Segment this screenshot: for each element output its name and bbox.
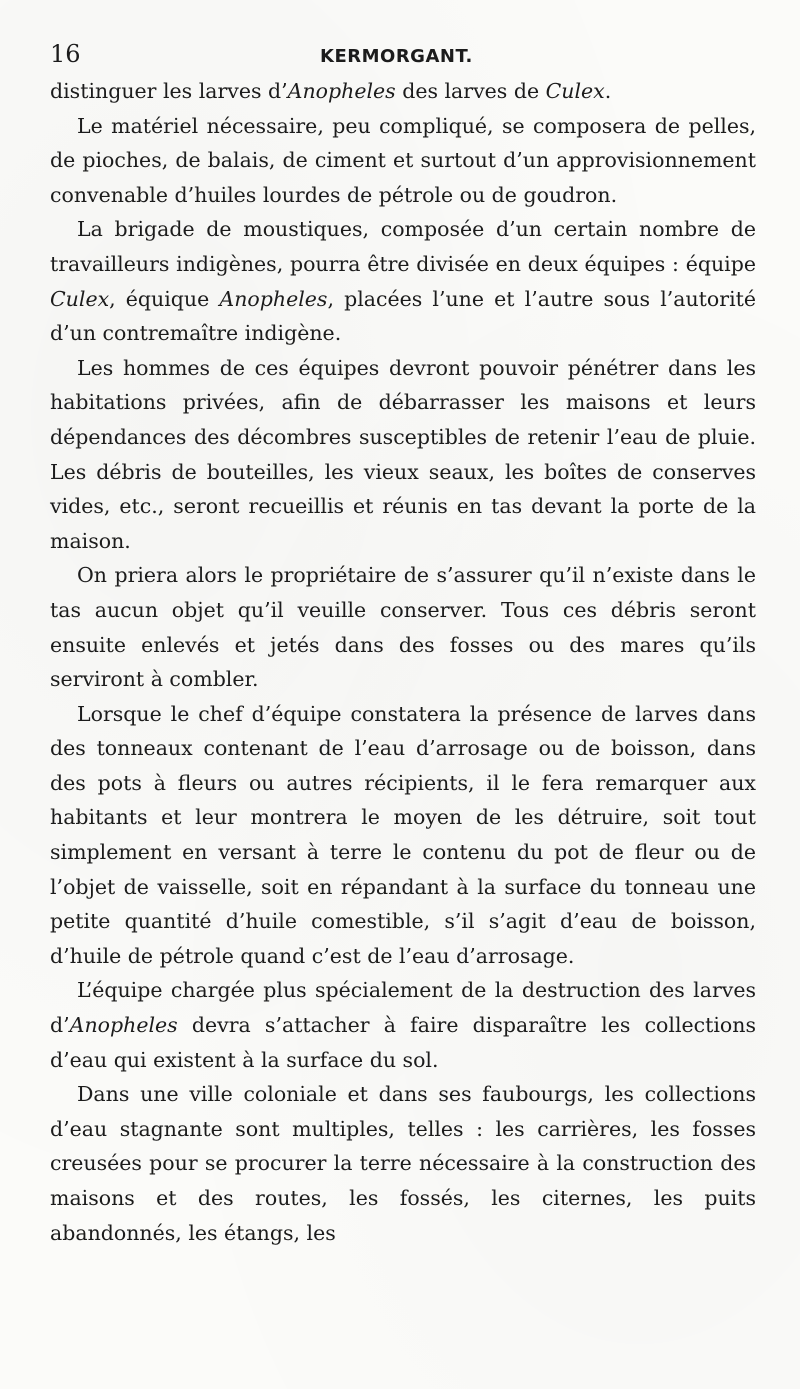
paragraph-text: . [604,79,612,103]
paragraph-text: Les hommes de ces équipes devront pouvoir pénétrer dans les habitations privées, afin de débarrasser les maisons et leurs dépendances des décombres susceptibles de retenir l’eau de pluie. Les débris de bouteilles, les vieux seaux, les boîtes de conserves vides, etc., seront recueillis et réunis en tas devant la porte de la maison. [50,355,756,553]
paragraph [50,697,756,974]
paragraph [50,212,756,350]
paragraph [50,973,756,1077]
italic-term: Culex [545,79,605,103]
italic-term: Culex [50,286,110,311]
running-head: KERMORGANT. [320,46,473,67]
paragraph-text: , équique [109,286,220,311]
paragraph-text: Dans une ville coloniale et dans ses faubourgs, les collections d’eau stagnante sont multiples, telles : les carrières, les fosses creusées pour se procurer la terre nécessaire à la construction des maisons et des routes, les fossés, les citernes, les puits abandonnés, les étangs, les [50,1082,756,1245]
paragraph-text: distinguer les larves d’ [50,79,288,103]
paragraph-text: On priera alors le propriétaire de s’assurer qu’il n’existe dans le tas aucun objet qu’il veuille conserver. Tous ces débris seront ensuite enlevés et jetés dans des fosses ou des mares qu’ils serviront à combler. [50,563,756,692]
body-text [50,74,756,1250]
paragraph [50,74,756,109]
page-number: 16 [50,40,81,68]
paragraph [50,558,756,696]
paragraph [50,351,756,559]
paragraph [50,109,756,213]
paragraph-text: devra s’attacher à faire disparaître les collections d’eau qui existent à la surface du sol. [50,1013,756,1072]
page-header [50,36,756,72]
italic-term: Anopheles [287,79,396,103]
paragraph-text: , placées l’une et l’autre sous l’autorité d’un contremaître indigène. [50,286,756,346]
paragraph-text: Lorsque le chef d’équipe constatera la présence de larves dans des tonneaux contenant de l’eau d’arrosage ou de boisson, dans des pots à fleurs ou autres récipients, il le fera remarquer aux habitants et leur montrera le moyen de les détruire, soit tout simplement en versant à terre le contenu du pot de fleur ou de l’objet de vaisselle, soit en répandant à la surface du tonneau une petite quantité d’huile comestible, s’il s’agit d’eau de boisson, d’huile de pétrole quand c’est de l’eau d’arrosage. [50,701,756,968]
paragraph [50,1077,756,1250]
italic-term: Anopheles [69,1013,178,1038]
paragraph-text: Le matériel nécessaire, peu compliqué, se composera de pelles, de pioches, de balais, de ciment et surtout d’un approvisionnement convenable d’huiles lourdes de pétrole ou de goudron. [50,113,756,207]
paragraph-text: des larves de [395,79,546,103]
paragraph-text: L’équipe chargée plus spécialement de la destruction des larves d’ [50,978,756,1038]
italic-term: Anopheles [219,286,328,311]
paragraph-text: La brigade de moustiques, composée d’un certain nombre de travailleurs indigènes, pourra être divisée en deux équipes : équipe [50,217,756,276]
